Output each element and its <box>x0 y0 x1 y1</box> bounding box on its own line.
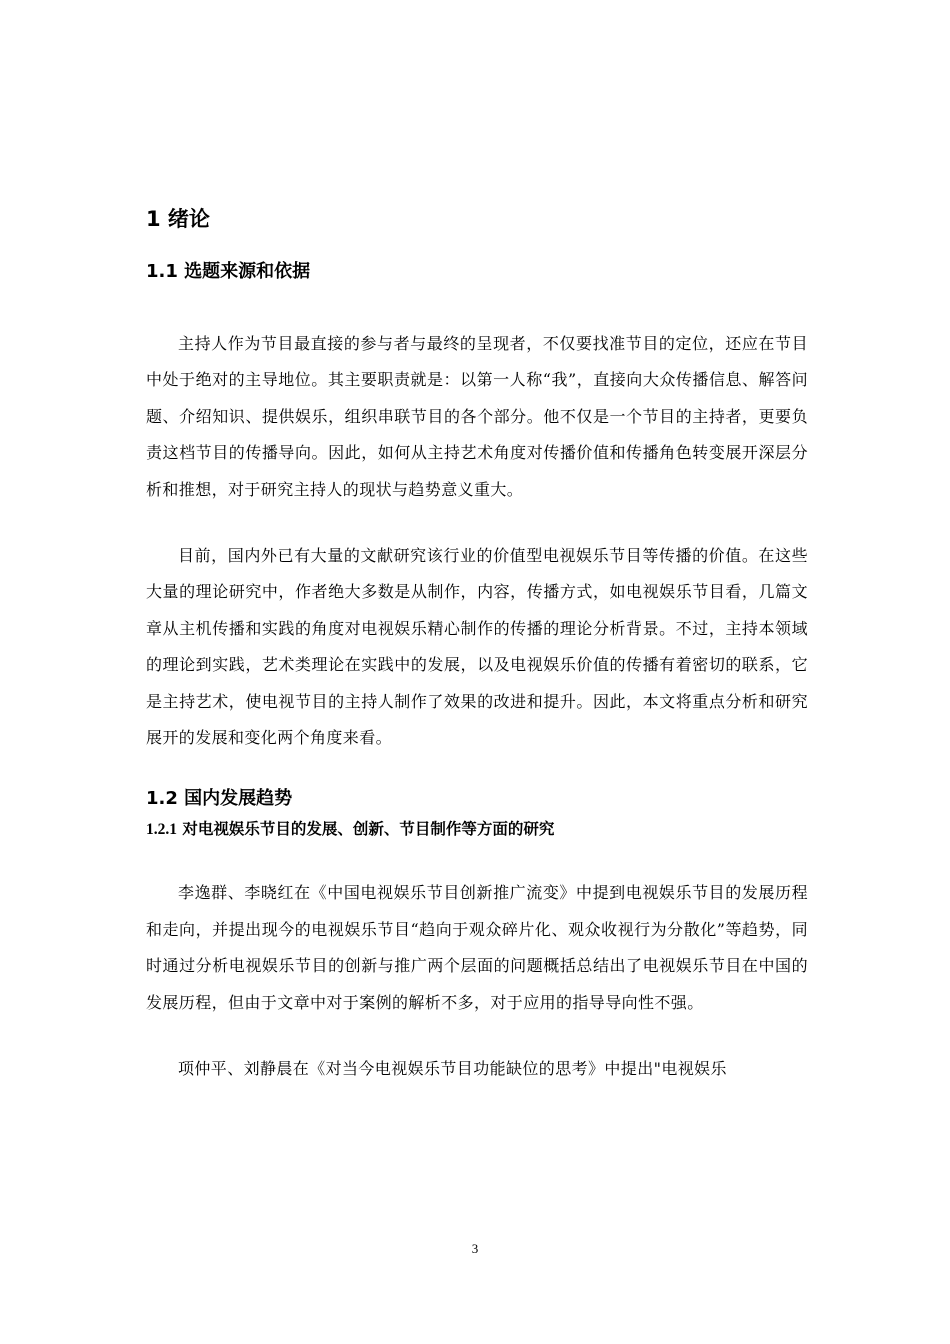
document-body <box>146 205 808 1088</box>
paragraph-3: 李逸群、李晓红在《中国电视娱乐节目创新推广流变》中提到电视娱乐节目的发展历程和走向，并提出现今的电视娱乐节目“趋向于观众碎片化、观众收视行为分散化”等趋势，同时通过分析电视娱乐节目的创新与推广两个层面的问题概括总结出了电视娱乐节目在中国的发展历程，但由于文章中对于案例的解析不多，对于应用的指导导向性不强。 <box>146 883 808 1012</box>
page-number: 3 <box>471 1241 479 1256</box>
paragraph-1: 主持人作为节目最直接的参与者与最终的呈现者，不仅要找准节目的定位，还应在节目中处于绝对的主导地位。其主要职责就是：以第一人称“我”，直接向大众传播信息、解答问题、介绍知识、提供娱乐，组织串联节目的各个部分。他不仅是一个节目的主持者，更要负责这档节目的传播导向。因此，如何从主持艺术角度对传播价值和传播角色转变展开深层分析和推想，对于研究主持人的现状与趋势意义重大。 <box>146 334 808 499</box>
paragraph-2: 目前，国内外已有大量的文献研究该行业的价值型电视娱乐节目等传播的价值。在这些大量的理论研究中，作者绝大多数是从制作，内容，传播方式，如电视娱乐节目看，几篇文章从主机传播和实践的角度对电视娱乐精心制作的传播的理论分析背景。不过，主持本领域的理论到实践，艺术类理论在实践中的发展，以及电视娱乐价值的传播有着密切的联系，它是主持艺术，使电视节目的主持人制作了效果的改进和提升。因此，本文将重点分析和研究展开的发展和变化两个角度来看。 <box>146 546 808 748</box>
subsection-number: 1.2.1 <box>146 821 177 839</box>
chapter-heading: 1 绪论 <box>146 207 210 231</box>
paragraph-4: 项仲平、刘静晨在《对当今电视娱乐节目功能缺位的思考》中提出"电视娱乐 <box>178 1059 727 1079</box>
subsection-heading-1-2-1 <box>146 818 808 841</box>
subsection-title: 对电视娱乐节目的发展、创新、节目制作等方面的研究 <box>177 820 555 839</box>
section-heading-1-1: 1.1 选题来源和依据 <box>146 261 311 282</box>
section-heading-1-2: 1.2 国内发展趋势 <box>146 788 293 810</box>
